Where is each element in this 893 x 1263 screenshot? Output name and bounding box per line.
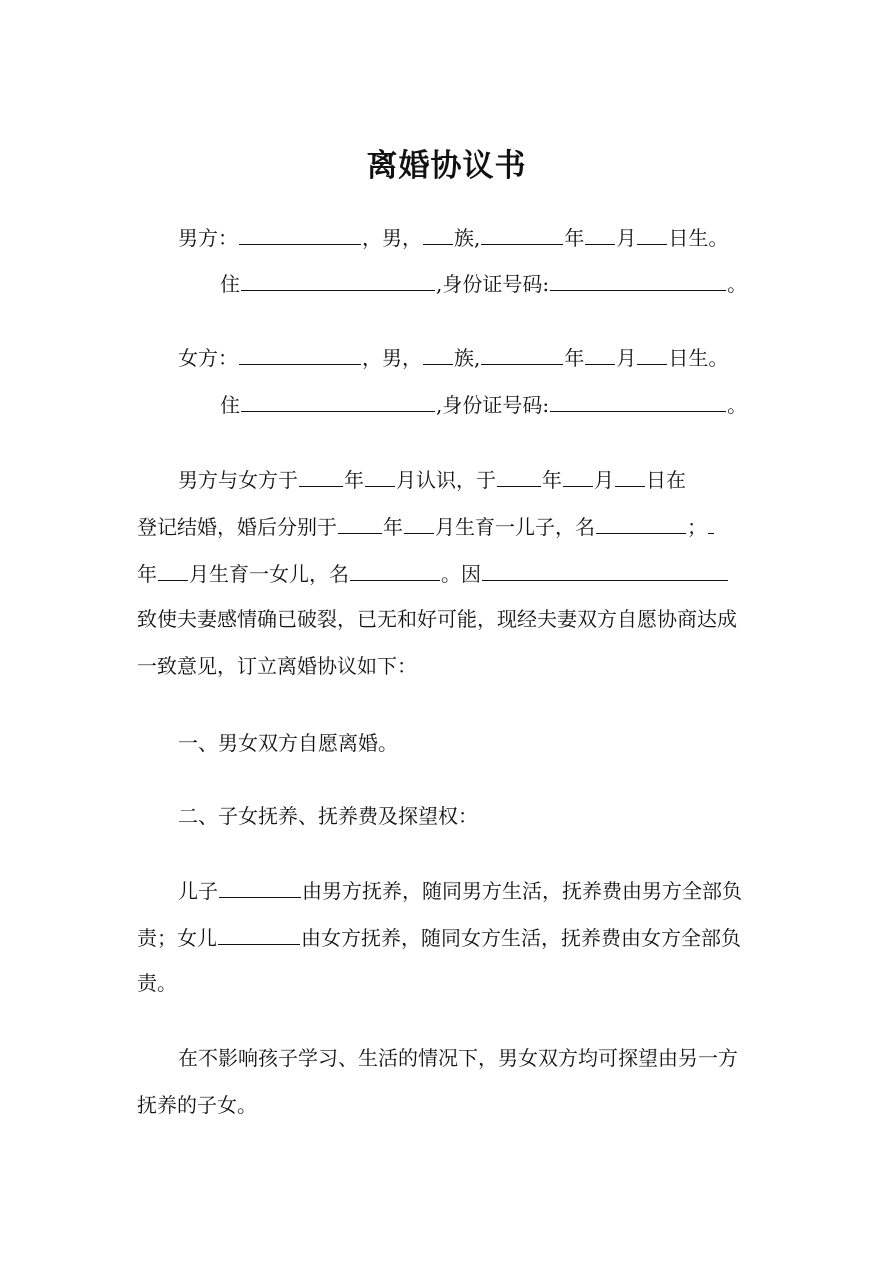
male-info-line	[178, 224, 800, 251]
daughter-year-blank[interactable]	[708, 513, 714, 534]
son-month-blank[interactable]	[404, 513, 434, 534]
daughter-month-blank[interactable]	[158, 560, 188, 581]
daughter-custody-blank[interactable]	[218, 924, 300, 945]
female-live-text: 住	[220, 393, 240, 417]
male-end-text: 。	[727, 272, 748, 296]
marry-year-blank[interactable]	[497, 466, 541, 487]
intro-text: 年	[542, 468, 562, 492]
meet-month-blank[interactable]	[365, 466, 395, 487]
female-address-blank[interactable]	[241, 391, 435, 412]
meet-year-blank[interactable]	[299, 466, 343, 487]
male-name-blank[interactable]	[239, 224, 361, 245]
female-ethnic-blank[interactable]	[423, 344, 453, 365]
male-gender-text: ，男，	[362, 226, 422, 250]
custody-text: 儿子	[178, 879, 218, 903]
intro-line-3	[137, 560, 759, 587]
visit-line-1: 在不影响孩子学习、生活的情况下，男女双方均可探望由另一方	[178, 1046, 738, 1070]
female-address-line	[220, 391, 842, 418]
custody-text: 责；女儿	[137, 926, 217, 950]
intro-text: ；	[687, 515, 707, 539]
female-year-text: 年	[564, 346, 585, 370]
intro-text: 月认识，于	[396, 468, 496, 492]
son-year-blank[interactable]	[338, 513, 382, 534]
reason-blank[interactable]	[482, 560, 728, 581]
female-gender-text: ，男，	[362, 346, 422, 370]
intro-text: 年	[344, 468, 364, 492]
marry-month-blank[interactable]	[563, 466, 593, 487]
son-custody-blank[interactable]	[219, 877, 301, 898]
female-day-blank[interactable]	[637, 344, 667, 365]
intro-line-2	[137, 513, 759, 540]
intro-line-5: 一致意见，订立离婚协议如下：	[137, 654, 417, 678]
intro-text: 月生育一女儿，名	[189, 562, 349, 586]
male-day-blank[interactable]	[637, 224, 667, 245]
custody-line-3: 责。	[137, 971, 177, 995]
male-month-text: 月	[616, 226, 637, 250]
male-ethnic-blank[interactable]	[423, 224, 453, 245]
male-year-blank[interactable]	[481, 224, 563, 245]
document-title: 离婚协议书	[366, 148, 527, 184]
son-name-blank[interactable]	[596, 513, 686, 534]
female-month-text: 月	[616, 346, 637, 370]
daughter-name-blank[interactable]	[350, 560, 440, 581]
intro-text: 男方与女方于	[178, 468, 298, 492]
custody-text: 由男方抚养，随同男方生活，抚养费由男方全部负	[302, 879, 742, 903]
female-end-text: 。	[727, 393, 748, 417]
intro-text: 登记结婚，婚后分别于	[137, 515, 337, 539]
male-year-text: 年	[564, 226, 585, 250]
intro-text: 年	[137, 562, 157, 586]
female-month-blank[interactable]	[585, 344, 615, 365]
female-info-line	[178, 344, 800, 371]
male-ethnic-text: 族,	[454, 226, 481, 250]
male-label: 男方：	[178, 226, 238, 250]
female-day-text: 日生。	[668, 346, 729, 370]
female-label: 女方：	[178, 346, 238, 370]
male-address-line	[220, 270, 842, 297]
female-id-blank[interactable]	[550, 391, 726, 412]
female-name-blank[interactable]	[239, 344, 361, 365]
intro-text: 月生育一儿子，名	[435, 515, 595, 539]
female-id-label: ,身份证号码:	[436, 393, 550, 417]
intro-text: 月	[594, 468, 614, 492]
custody-line-2	[137, 924, 759, 951]
intro-text: 日在	[646, 468, 686, 492]
intro-line-1	[178, 466, 800, 493]
intro-line-4: 致使夫妻感情确已破裂，已无和好可能，现经夫妻双方自愿协商达成	[137, 607, 737, 631]
male-month-blank[interactable]	[585, 224, 615, 245]
custody-line-1	[178, 877, 800, 904]
custody-text: 由女方抚养，随同女方生活，抚养费由女方全部负	[301, 926, 741, 950]
male-id-label: ,身份证号码:	[436, 272, 550, 296]
male-address-blank[interactable]	[241, 270, 435, 291]
clause-2: 二、子女抚养、抚养费及探望权：	[178, 804, 478, 828]
intro-text: 。因	[441, 562, 481, 586]
clause-1: 一、男女双方自愿离婚。	[178, 731, 398, 755]
intro-text: 年	[383, 515, 403, 539]
male-live-text: 住	[220, 272, 240, 296]
male-id-blank[interactable]	[550, 270, 726, 291]
visit-line-2: 抚养的子女。	[137, 1093, 257, 1117]
female-year-blank[interactable]	[481, 344, 563, 365]
marry-day-blank[interactable]	[615, 466, 645, 487]
male-day-text: 日生。	[668, 226, 729, 250]
female-ethnic-text: 族,	[454, 346, 481, 370]
